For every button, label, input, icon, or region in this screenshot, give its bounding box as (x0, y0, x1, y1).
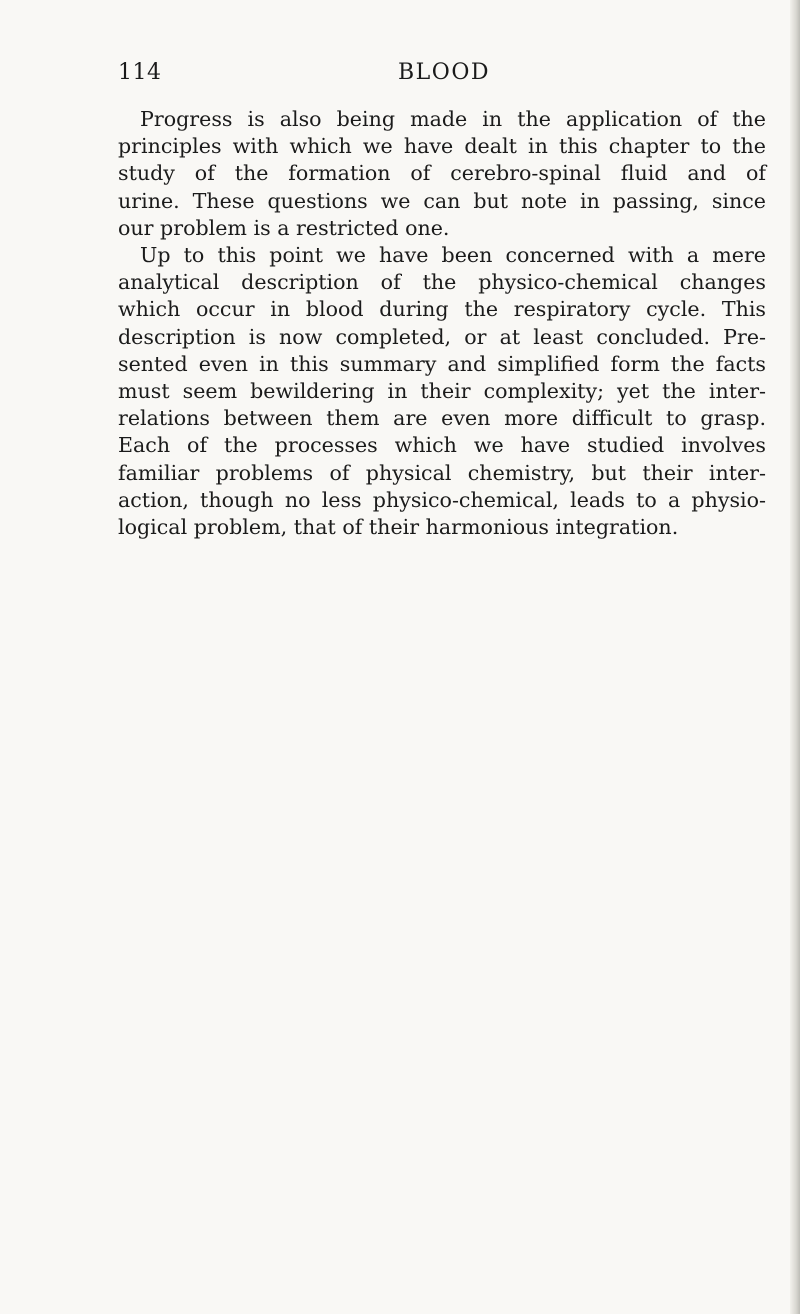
text-line: Progress is also being made in the application of the (140, 107, 766, 131)
text-line: familiar problems of physical chemistry, but their inter- (118, 460, 766, 485)
text-line: our problem is a restricted one. (118, 215, 450, 240)
page-number: 114 (118, 60, 162, 85)
text-line: study of the formation of cerebro-spinal fluid and of (118, 161, 766, 186)
text-line: action, though no less physico-chemical, leads to a physio- (118, 487, 766, 512)
text-line: analytical description of the physico-chemical changes (118, 270, 766, 295)
text-line: relations between them are even more difficult to grasp. (118, 406, 766, 431)
text-line: Each of the processes which we have studied involves (118, 433, 766, 458)
text-line: description is now completed, or at least concluded. Pre- (118, 324, 766, 349)
text-line: sented even in this summary and simplified form the facts (118, 351, 766, 376)
text-line: must seem bewildering in their complexity; yet the inter- (118, 379, 766, 404)
running-title: BLOOD (398, 60, 490, 85)
text-line: logical problem, that of their harmonious integration. (118, 515, 679, 540)
blank-page-area (0, 560, 790, 1314)
text-line: urine. These questions we can but note in passing, since (118, 188, 766, 213)
page-edge-shadow (790, 0, 800, 1314)
text-line: Up to this point we have been concerned with a mere (140, 243, 766, 268)
paragraph-1 (118, 106, 766, 242)
paragraph-2 (118, 242, 766, 541)
text-line: which occur in blood during the respiratory cycle. This (118, 297, 766, 322)
body-text (118, 106, 766, 541)
running-head (118, 60, 766, 96)
text-line: principles with which we have dealt in this chapter to the (118, 134, 766, 159)
